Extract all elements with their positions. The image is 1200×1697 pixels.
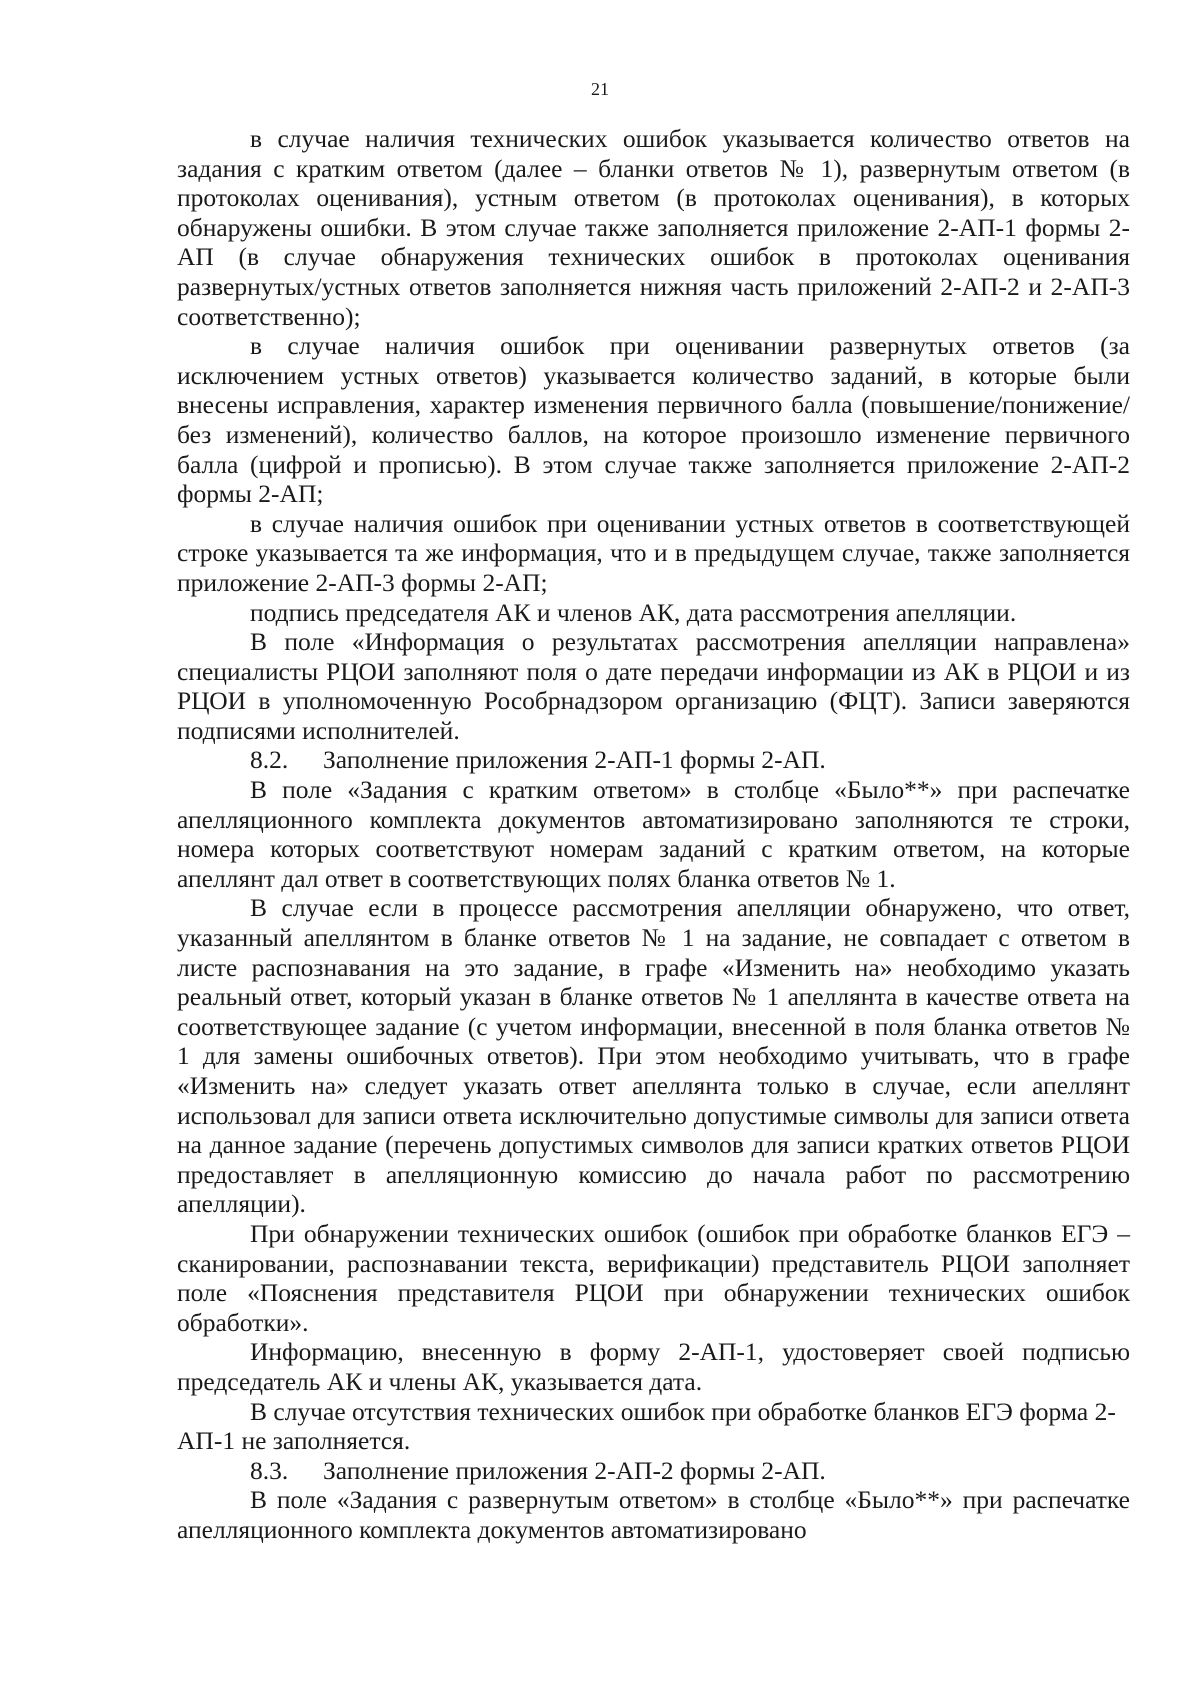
paragraph-no-errors: В случае отсутствия технических ошибок при обработке бланков ЕГЭ форма 2-АП-1 не заполняется. — [177, 1396, 1116, 1456]
section-number: 8.2. — [250, 745, 289, 775]
section-number: 8.3. — [250, 1455, 289, 1485]
paragraph-short-answer-field: В поле «Задания с кратким ответом» в столбце «Было**» при распечатке апелляционного комплекта документов автоматизировано заполняются те строки, номера которых соответствуют номерам заданий с кратким ответом, на которые апеллянт дал ответ в соответствующих полях бланка ответов № 1. — [177, 775, 1130, 893]
document-body — [177, 124, 1130, 1545]
paragraph-form-certification: Информацию, внесенную в форму 2-АП-1, удостоверяет своей подписью председатель АК и члены АК, указывается дата. — [177, 1337, 1130, 1396]
paragraph-signatures: подпись председателя АК и членов АК, дата рассмотрения апелляции. — [250, 597, 1017, 627]
paragraph-extended-answer-field: В поле «Задания с развернутым ответом» в столбце «Было**» при распечатке апелляционного комплекта документов автоматизировано — [177, 1485, 1130, 1544]
paragraph-answer-mismatch: В случае если в процессе рассмотрения апелляции обнаружено, что ответ, указанный апеллянтом в бланке ответов № 1 на задание, не совпадает с ответом в листе распознавания на это задание, в графе «Изменить на» необходимо указать реальный ответ, который указан в бланке ответов № 1 апеллянта в качестве ответа на соответствующее задание (с учетом информации, внесенной в поля бланка ответов № 1 для замены ошибочных ответов). При этом необходимо учитывать, что в графе «Изменить на» следует указать ответ апеллянта только в случае, если апеллянт использовал для записи ответа исключительно допустимые символы для записи ответа на данное задание (перечень допустимых символов для записи кратких ответов РЦОИ предоставляет в апелляционную комиссию до начала работ по рассмотрению апелляции). — [177, 893, 1130, 1219]
paragraph-oral-answer-errors: в случае наличия ошибок при оценивании устных ответов в соответствующей строке указывается та же информация, что и в предыдущем случае, также заполняется приложение 2-АП-3 формы 2-АП; — [177, 508, 1130, 597]
paragraph-technical-errors: в случае наличия технических ошибок указывается количество ответов на задания с кратким ответом (далее – бланки ответов № 1), развернутым ответом (в протоколах оценивания), устным ответом (в протоколах оценивания), в которых обнаружены ошибки. В этом случае также заполняется приложение 2-АП-1 формы 2-АП (в случае обнаружения технических ошибок в протоколах оценивания развернутых/устных ответов заполняется нижняя часть приложений 2-АП-2 и 2-АП-3 соответственно); — [177, 124, 1130, 331]
paragraph-rcoi-explanation: При обнаружении технических ошибок (ошибок при обработке бланков ЕГЭ – сканировании, распознавании текста, верификации) представитель РЦОИ заполняет поле «Пояснения представителя РЦОИ при обнаружении технических ошибок обработки». — [177, 1218, 1130, 1337]
section-title: Заполнение приложения 2-АП-1 формы 2-АП. — [323, 745, 826, 775]
paragraph-extended-answer-errors: в случае наличия ошибок при оценивании развернутых ответов (за исключением устных ответов) указывается количество заданий, в которые были внесены исправления, характер изменения первичного балла (повышение/понижение/без изменений), количество баллов, на которое произошло изменение первичного балла (цифрой и прописью). В этом случае также заполняется приложение 2-АП-2 формы 2-АП; — [177, 331, 1130, 509]
section-heading-8-3 — [177, 1456, 1130, 1486]
page-number: 21 — [591, 79, 609, 99]
section-title: Заполнение приложения 2-АП-2 формы 2-АП. — [323, 1455, 826, 1485]
paragraph-info-field: В поле «Информация о результатах рассмотрения апелляции направлена» специалисты РЦОИ заполняют поля о дате передачи информации из АК в РЦОИ и из РЦОИ в уполномоченную Рособрнадзором организацию (ФЦТ). Записи заверяются подписями исполнителей. — [177, 627, 1130, 745]
section-heading-8-2 — [177, 745, 1130, 775]
